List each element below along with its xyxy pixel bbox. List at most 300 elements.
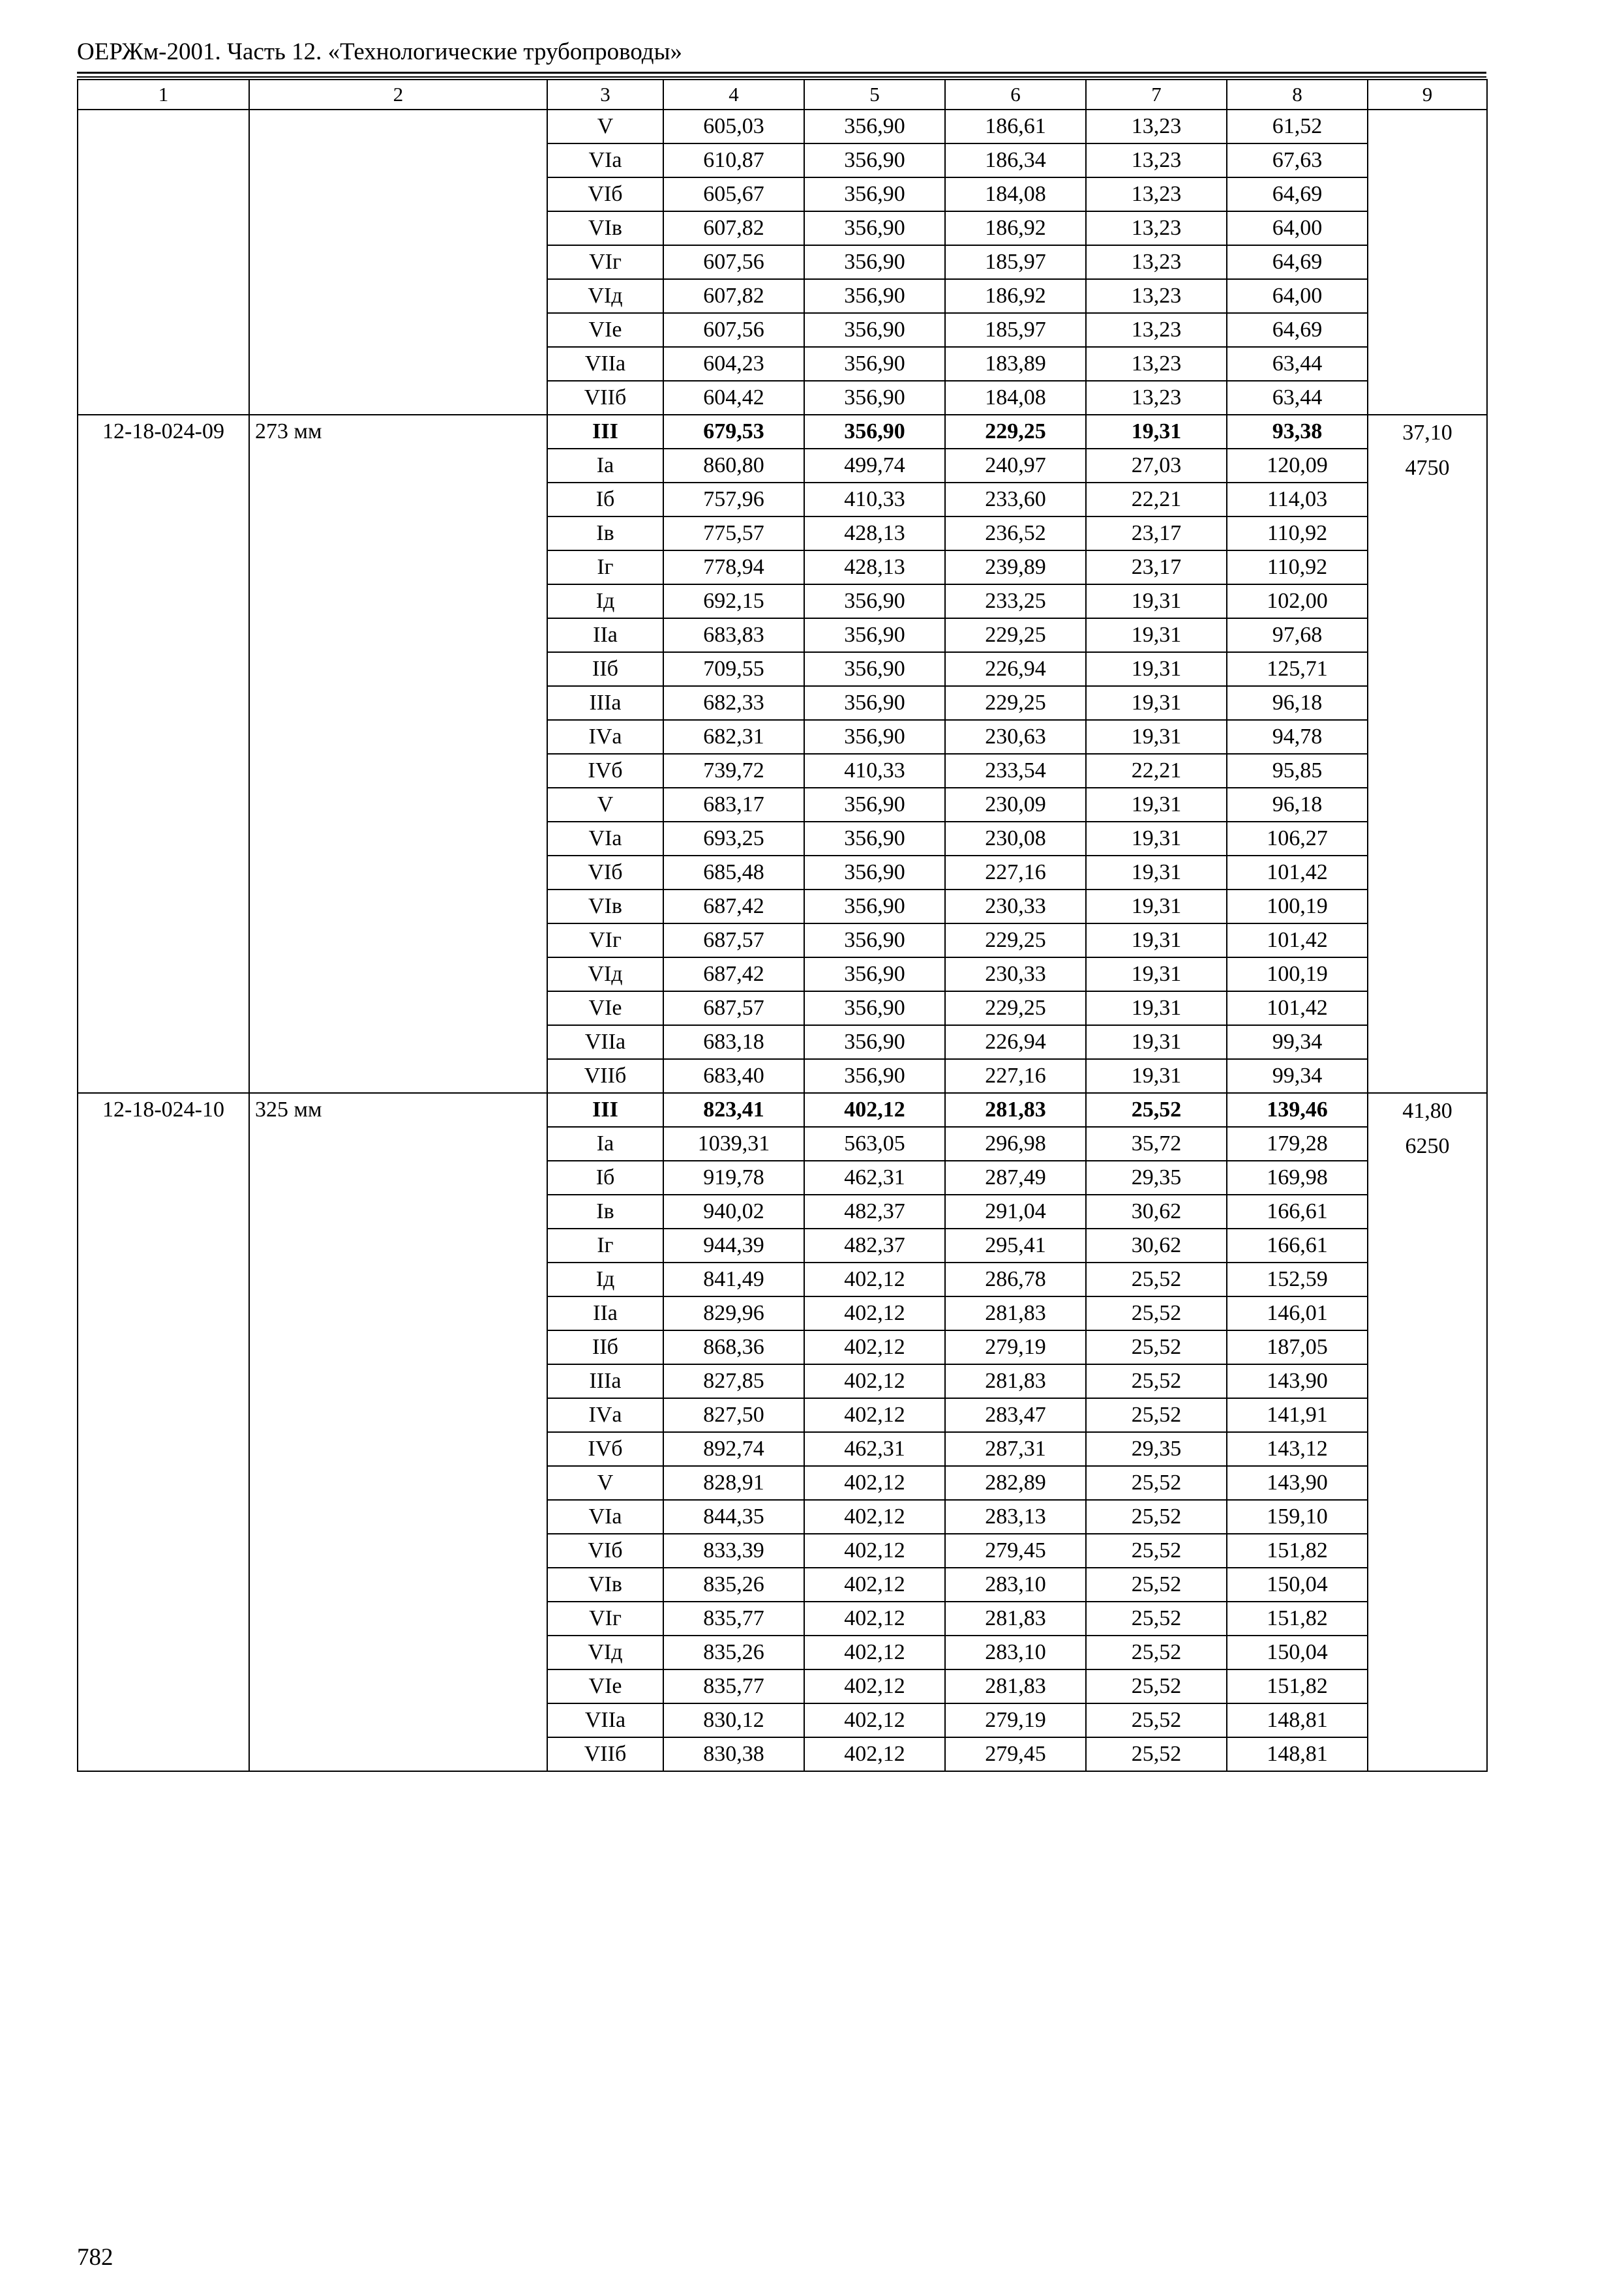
- value-cell: 185,97: [945, 313, 1086, 347]
- value-cell: 356,90: [804, 686, 945, 720]
- zone-cell: VIIб: [547, 1059, 663, 1093]
- value-cell: 944,39: [663, 1229, 804, 1263]
- zone-cell: VIе: [547, 313, 663, 347]
- value-cell: 230,08: [945, 822, 1086, 856]
- value-cell: 604,42: [663, 381, 804, 415]
- value-cell: 356,90: [804, 279, 945, 313]
- value-cell: 150,04: [1227, 1568, 1368, 1602]
- rate-code-cell: 12-18-024-09: [78, 415, 249, 1093]
- mass-value: 37,10: [1402, 421, 1452, 445]
- value-cell: 186,34: [945, 143, 1086, 177]
- value-cell: 687,57: [663, 923, 804, 957]
- value-cell: 356,90: [804, 890, 945, 923]
- value-cell: 683,83: [663, 618, 804, 652]
- value-cell: 685,48: [663, 856, 804, 890]
- value-cell: 229,25: [945, 991, 1086, 1025]
- pipe-size-cell: 325 мм: [249, 1093, 547, 1771]
- zone-cell: VIг: [547, 1602, 663, 1636]
- value-cell: 25,52: [1086, 1466, 1227, 1500]
- zone-cell: IIб: [547, 1330, 663, 1364]
- value-cell: 687,42: [663, 890, 804, 923]
- value-cell: 356,90: [804, 1059, 945, 1093]
- value-cell: 610,87: [663, 143, 804, 177]
- value-cell: 25,52: [1086, 1703, 1227, 1737]
- value-cell: 283,13: [945, 1500, 1086, 1534]
- length-value: 6250: [1405, 1134, 1450, 1158]
- value-cell: 835,26: [663, 1568, 804, 1602]
- value-cell: 19,31: [1086, 1059, 1227, 1093]
- value-cell: 143,90: [1227, 1466, 1368, 1500]
- value-cell: 356,90: [804, 618, 945, 652]
- value-cell: 356,90: [804, 720, 945, 754]
- zone-cell: VIа: [547, 822, 663, 856]
- value-cell: 281,83: [945, 1602, 1086, 1636]
- value-cell: 687,57: [663, 991, 804, 1025]
- value-cell: 183,89: [945, 347, 1086, 381]
- value-cell: 296,98: [945, 1127, 1086, 1161]
- value-cell: 141,91: [1227, 1398, 1368, 1432]
- zone-cell: VIб: [547, 856, 663, 890]
- value-cell: 166,61: [1227, 1195, 1368, 1229]
- value-cell: 29,35: [1086, 1432, 1227, 1466]
- value-cell: 282,89: [945, 1466, 1086, 1500]
- zone-cell: IIа: [547, 1296, 663, 1330]
- value-cell: 150,04: [1227, 1636, 1368, 1669]
- rate-code-cell: 12-18-024-10: [78, 1093, 249, 1771]
- value-cell: 860,80: [663, 449, 804, 483]
- value-cell: 428,13: [804, 516, 945, 550]
- value-cell: 356,90: [804, 1025, 945, 1059]
- zone-cell: Iд: [547, 584, 663, 618]
- column-number-row: [78, 80, 1487, 110]
- rate-code-cell: [78, 110, 249, 415]
- value-cell: 61,52: [1227, 110, 1368, 143]
- value-cell: 356,90: [804, 652, 945, 686]
- value-cell: 607,56: [663, 313, 804, 347]
- value-cell: 179,28: [1227, 1127, 1368, 1161]
- value-cell: 25,52: [1086, 1398, 1227, 1432]
- value-cell: 95,85: [1227, 754, 1368, 788]
- value-cell: 402,12: [804, 1703, 945, 1737]
- weight-info-cell: [1368, 415, 1487, 1093]
- value-cell: 919,78: [663, 1161, 804, 1195]
- value-cell: 240,97: [945, 449, 1086, 483]
- zone-cell: IVа: [547, 1398, 663, 1432]
- value-cell: 13,23: [1086, 245, 1227, 279]
- value-cell: 13,23: [1086, 211, 1227, 245]
- pipe-size-cell: 273 мм: [249, 415, 547, 1093]
- value-cell: 64,69: [1227, 313, 1368, 347]
- zone-cell: III: [547, 415, 663, 449]
- value-cell: 402,12: [804, 1398, 945, 1432]
- value-cell: 844,35: [663, 1500, 804, 1534]
- value-cell: 19,31: [1086, 720, 1227, 754]
- value-cell: 143,90: [1227, 1364, 1368, 1398]
- value-cell: 892,74: [663, 1432, 804, 1466]
- value-cell: 230,33: [945, 890, 1086, 923]
- value-cell: 607,56: [663, 245, 804, 279]
- zone-cell: VIIа: [547, 347, 663, 381]
- value-cell: 829,96: [663, 1296, 804, 1330]
- value-cell: 356,90: [804, 313, 945, 347]
- value-cell: 229,25: [945, 415, 1086, 449]
- value-cell: 159,10: [1227, 1500, 1368, 1534]
- value-cell: 402,12: [804, 1364, 945, 1398]
- value-cell: 823,41: [663, 1093, 804, 1127]
- value-cell: 356,90: [804, 856, 945, 890]
- value-cell: 169,98: [1227, 1161, 1368, 1195]
- value-cell: 604,23: [663, 347, 804, 381]
- value-cell: 428,13: [804, 550, 945, 584]
- value-cell: 226,94: [945, 1025, 1086, 1059]
- value-cell: 402,12: [804, 1263, 945, 1296]
- value-cell: 186,61: [945, 110, 1086, 143]
- value-cell: 835,26: [663, 1636, 804, 1669]
- value-cell: 25,52: [1086, 1568, 1227, 1602]
- value-cell: 482,37: [804, 1195, 945, 1229]
- value-cell: 239,89: [945, 550, 1086, 584]
- value-cell: 410,33: [804, 754, 945, 788]
- column-number: 4: [663, 80, 804, 110]
- value-cell: 227,16: [945, 1059, 1086, 1093]
- length-value: 4750: [1405, 456, 1450, 480]
- value-cell: 110,92: [1227, 550, 1368, 584]
- value-cell: 19,31: [1086, 991, 1227, 1025]
- value-cell: 101,42: [1227, 923, 1368, 957]
- value-cell: 13,23: [1086, 177, 1227, 211]
- value-cell: 605,03: [663, 110, 804, 143]
- value-cell: 230,63: [945, 720, 1086, 754]
- value-cell: 402,12: [804, 1500, 945, 1534]
- value-cell: 683,17: [663, 788, 804, 822]
- value-cell: 19,31: [1086, 618, 1227, 652]
- value-cell: 279,19: [945, 1330, 1086, 1364]
- value-cell: 283,10: [945, 1568, 1086, 1602]
- column-number: 7: [1086, 80, 1227, 110]
- page-header-title: ОЕРЖм-2001. Часть 12. «Технологические трубопроводы»: [77, 38, 682, 65]
- value-cell: 64,69: [1227, 245, 1368, 279]
- column-number: 3: [547, 80, 663, 110]
- value-cell: 19,31: [1086, 788, 1227, 822]
- zone-cell: VIе: [547, 1669, 663, 1703]
- zone-cell: IIIа: [547, 686, 663, 720]
- value-cell: 25,52: [1086, 1534, 1227, 1568]
- value-cell: 683,18: [663, 1025, 804, 1059]
- value-cell: 356,90: [804, 381, 945, 415]
- value-cell: 186,92: [945, 211, 1086, 245]
- value-cell: 25,52: [1086, 1330, 1227, 1364]
- value-cell: 402,12: [804, 1737, 945, 1771]
- value-cell: 93,38: [1227, 415, 1368, 449]
- value-cell: 279,45: [945, 1737, 1086, 1771]
- zone-cell: V: [547, 788, 663, 822]
- value-cell: 13,23: [1086, 110, 1227, 143]
- value-cell: 229,25: [945, 618, 1086, 652]
- value-cell: 287,31: [945, 1432, 1086, 1466]
- value-cell: 356,90: [804, 245, 945, 279]
- value-cell: 94,78: [1227, 720, 1368, 754]
- value-cell: 291,04: [945, 1195, 1086, 1229]
- value-cell: 25,52: [1086, 1737, 1227, 1771]
- column-number: 1: [78, 80, 249, 110]
- value-cell: 462,31: [804, 1432, 945, 1466]
- value-cell: 563,05: [804, 1127, 945, 1161]
- value-cell: 828,91: [663, 1466, 804, 1500]
- value-cell: 356,90: [804, 923, 945, 957]
- value-cell: 186,92: [945, 279, 1086, 313]
- value-cell: 13,23: [1086, 279, 1227, 313]
- zone-cell: IIа: [547, 618, 663, 652]
- value-cell: 64,00: [1227, 211, 1368, 245]
- value-cell: 283,10: [945, 1636, 1086, 1669]
- zone-cell: VIг: [547, 923, 663, 957]
- value-cell: 22,21: [1086, 483, 1227, 516]
- value-cell: 233,60: [945, 483, 1086, 516]
- value-cell: 96,18: [1227, 686, 1368, 720]
- value-cell: 19,31: [1086, 1025, 1227, 1059]
- value-cell: 356,90: [804, 415, 945, 449]
- value-cell: 96,18: [1227, 788, 1368, 822]
- value-cell: 605,67: [663, 177, 804, 211]
- value-cell: 683,40: [663, 1059, 804, 1093]
- value-cell: 22,21: [1086, 754, 1227, 788]
- value-cell: 940,02: [663, 1195, 804, 1229]
- value-cell: 402,12: [804, 1466, 945, 1500]
- value-cell: 833,39: [663, 1534, 804, 1568]
- zone-cell: VIа: [547, 143, 663, 177]
- column-number: 9: [1368, 80, 1487, 110]
- zone-cell: VIд: [547, 957, 663, 991]
- value-cell: 233,25: [945, 584, 1086, 618]
- value-cell: 151,82: [1227, 1669, 1368, 1703]
- zone-cell: VIв: [547, 211, 663, 245]
- zone-cell: Iв: [547, 516, 663, 550]
- value-cell: 402,12: [804, 1568, 945, 1602]
- table-row: [78, 110, 1487, 143]
- value-cell: 482,37: [804, 1229, 945, 1263]
- value-cell: 356,90: [804, 788, 945, 822]
- value-cell: 101,42: [1227, 991, 1368, 1025]
- value-cell: 99,34: [1227, 1059, 1368, 1093]
- value-cell: 607,82: [663, 279, 804, 313]
- value-cell: 101,42: [1227, 856, 1368, 890]
- value-cell: 356,90: [804, 991, 945, 1025]
- value-cell: 230,33: [945, 957, 1086, 991]
- zone-cell: Iг: [547, 1229, 663, 1263]
- value-cell: 356,90: [804, 347, 945, 381]
- value-cell: 25,52: [1086, 1669, 1227, 1703]
- weight-info-cell: [1368, 1093, 1487, 1771]
- value-cell: 827,50: [663, 1398, 804, 1432]
- value-cell: 25,52: [1086, 1263, 1227, 1296]
- value-cell: 835,77: [663, 1602, 804, 1636]
- zone-cell: VIIа: [547, 1703, 663, 1737]
- value-cell: 13,23: [1086, 347, 1227, 381]
- value-cell: 229,25: [945, 923, 1086, 957]
- value-cell: 29,35: [1086, 1161, 1227, 1195]
- zone-cell: IVа: [547, 720, 663, 754]
- value-cell: 139,46: [1227, 1093, 1368, 1127]
- value-cell: 148,81: [1227, 1737, 1368, 1771]
- value-cell: 356,90: [804, 822, 945, 856]
- value-cell: 693,25: [663, 822, 804, 856]
- value-cell: 356,90: [804, 211, 945, 245]
- value-cell: 63,44: [1227, 381, 1368, 415]
- value-cell: 63,44: [1227, 347, 1368, 381]
- value-cell: 187,05: [1227, 1330, 1368, 1364]
- zone-cell: IIб: [547, 652, 663, 686]
- zone-cell: Iд: [547, 1263, 663, 1296]
- value-cell: 19,31: [1086, 856, 1227, 890]
- value-cell: 402,12: [804, 1602, 945, 1636]
- value-cell: 281,83: [945, 1093, 1086, 1127]
- value-cell: 25,52: [1086, 1636, 1227, 1669]
- value-cell: 295,41: [945, 1229, 1086, 1263]
- value-cell: 146,01: [1227, 1296, 1368, 1330]
- value-cell: 64,69: [1227, 177, 1368, 211]
- zone-cell: IIIа: [547, 1364, 663, 1398]
- value-cell: 356,90: [804, 110, 945, 143]
- value-cell: 151,82: [1227, 1534, 1368, 1568]
- value-cell: 100,19: [1227, 890, 1368, 923]
- table-row-summary: [78, 415, 1487, 449]
- value-cell: 830,38: [663, 1737, 804, 1771]
- value-cell: 230,09: [945, 788, 1086, 822]
- zone-cell: VIIб: [547, 1737, 663, 1771]
- value-cell: 143,12: [1227, 1432, 1368, 1466]
- value-cell: 687,42: [663, 957, 804, 991]
- value-cell: 279,45: [945, 1534, 1086, 1568]
- value-cell: 868,36: [663, 1330, 804, 1364]
- zone-cell: Iа: [547, 449, 663, 483]
- value-cell: 402,12: [804, 1636, 945, 1669]
- value-cell: 709,55: [663, 652, 804, 686]
- value-cell: 835,77: [663, 1669, 804, 1703]
- table-row-summary: [78, 1093, 1487, 1127]
- header-rule-thick: [77, 72, 1486, 74]
- zone-cell: VIд: [547, 1636, 663, 1669]
- column-number: 2: [249, 80, 547, 110]
- value-cell: 19,31: [1086, 686, 1227, 720]
- zone-cell: VIIб: [547, 381, 663, 415]
- value-cell: 410,33: [804, 483, 945, 516]
- value-cell: 827,85: [663, 1364, 804, 1398]
- value-cell: 402,12: [804, 1296, 945, 1330]
- value-cell: 775,57: [663, 516, 804, 550]
- value-cell: 286,78: [945, 1263, 1086, 1296]
- value-cell: 25,52: [1086, 1500, 1227, 1534]
- value-cell: 679,53: [663, 415, 804, 449]
- value-cell: 236,52: [945, 516, 1086, 550]
- zone-cell: IVб: [547, 1432, 663, 1466]
- value-cell: 281,83: [945, 1364, 1086, 1398]
- value-cell: 19,31: [1086, 415, 1227, 449]
- value-cell: 30,62: [1086, 1195, 1227, 1229]
- zone-cell: VIе: [547, 991, 663, 1025]
- value-cell: 25,52: [1086, 1296, 1227, 1330]
- value-cell: 227,16: [945, 856, 1086, 890]
- zone-cell: VIа: [547, 1500, 663, 1534]
- value-cell: 778,94: [663, 550, 804, 584]
- zone-cell: III: [547, 1093, 663, 1127]
- value-cell: 110,92: [1227, 516, 1368, 550]
- page-number: 782: [77, 2244, 113, 2271]
- value-cell: 19,31: [1086, 822, 1227, 856]
- value-cell: 102,00: [1227, 584, 1368, 618]
- zone-cell: V: [547, 1466, 663, 1500]
- value-cell: 19,31: [1086, 957, 1227, 991]
- value-cell: 151,82: [1227, 1602, 1368, 1636]
- value-cell: 356,90: [804, 584, 945, 618]
- value-cell: 19,31: [1086, 923, 1227, 957]
- value-cell: 281,83: [945, 1669, 1086, 1703]
- value-cell: 184,08: [945, 381, 1086, 415]
- value-cell: 35,72: [1086, 1127, 1227, 1161]
- zone-cell: Iв: [547, 1195, 663, 1229]
- zone-cell: VIб: [547, 177, 663, 211]
- value-cell: 25,52: [1086, 1093, 1227, 1127]
- value-cell: 125,71: [1227, 652, 1368, 686]
- zone-cell: VIв: [547, 890, 663, 923]
- value-cell: 281,83: [945, 1296, 1086, 1330]
- value-cell: 166,61: [1227, 1229, 1368, 1263]
- value-cell: 682,31: [663, 720, 804, 754]
- value-cell: 106,27: [1227, 822, 1368, 856]
- value-cell: 23,17: [1086, 550, 1227, 584]
- value-cell: 114,03: [1227, 483, 1368, 516]
- column-number: 8: [1227, 80, 1368, 110]
- value-cell: 23,17: [1086, 516, 1227, 550]
- value-cell: 13,23: [1086, 313, 1227, 347]
- value-cell: 739,72: [663, 754, 804, 788]
- value-cell: 499,74: [804, 449, 945, 483]
- value-cell: 757,96: [663, 483, 804, 516]
- value-cell: 67,63: [1227, 143, 1368, 177]
- rates-table-body: [78, 80, 1487, 1771]
- value-cell: 25,52: [1086, 1602, 1227, 1636]
- value-cell: 682,33: [663, 686, 804, 720]
- value-cell: 64,00: [1227, 279, 1368, 313]
- value-cell: 99,34: [1227, 1025, 1368, 1059]
- value-cell: 356,90: [804, 177, 945, 211]
- zone-cell: Iа: [547, 1127, 663, 1161]
- zone-cell: VIд: [547, 279, 663, 313]
- zone-cell: VIв: [547, 1568, 663, 1602]
- value-cell: 830,12: [663, 1703, 804, 1737]
- value-cell: 30,62: [1086, 1229, 1227, 1263]
- value-cell: 356,90: [804, 957, 945, 991]
- value-cell: 148,81: [1227, 1703, 1368, 1737]
- value-cell: 226,94: [945, 652, 1086, 686]
- column-number: 6: [945, 80, 1086, 110]
- value-cell: 607,82: [663, 211, 804, 245]
- value-cell: 279,19: [945, 1703, 1086, 1737]
- value-cell: 229,25: [945, 686, 1086, 720]
- value-cell: 283,47: [945, 1398, 1086, 1432]
- value-cell: 185,97: [945, 245, 1086, 279]
- value-cell: 100,19: [1227, 957, 1368, 991]
- zone-cell: VIIа: [547, 1025, 663, 1059]
- value-cell: 402,12: [804, 1093, 945, 1127]
- value-cell: 692,15: [663, 584, 804, 618]
- rates-table: [77, 79, 1488, 1772]
- zone-cell: VIг: [547, 245, 663, 279]
- value-cell: 19,31: [1086, 890, 1227, 923]
- mass-value: 41,80: [1402, 1099, 1452, 1123]
- value-cell: 462,31: [804, 1161, 945, 1195]
- value-cell: 402,12: [804, 1330, 945, 1364]
- value-cell: 13,23: [1086, 143, 1227, 177]
